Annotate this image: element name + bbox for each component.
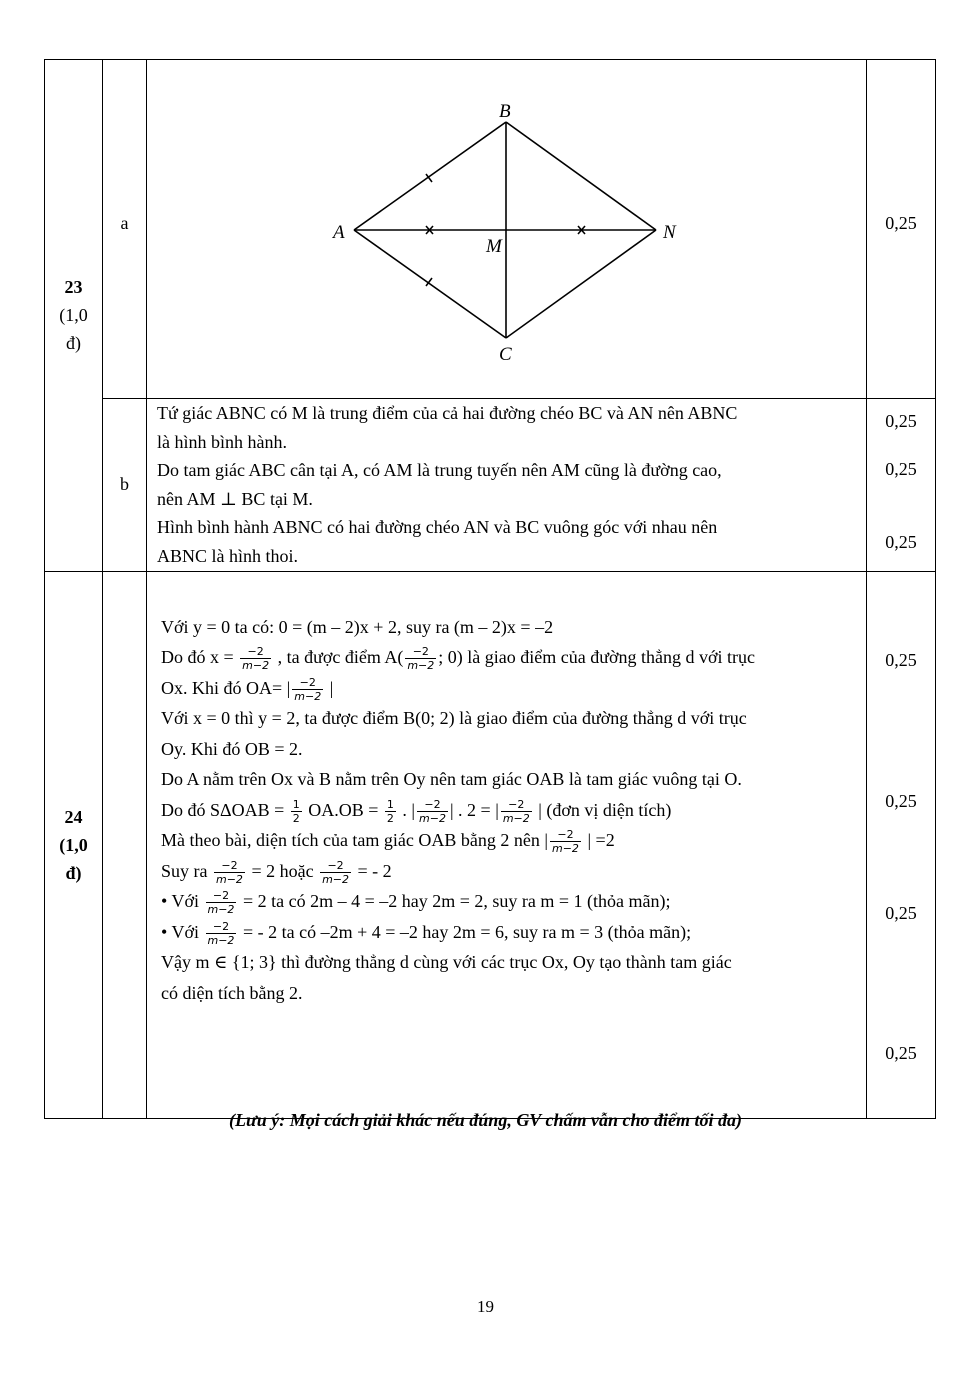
fraction: $\frac{-2}{m-2}$ [294,675,322,703]
q23-b-line: ABNC là hình thoi. [157,545,299,566]
q23-points-unit: đ) [66,333,81,354]
q24-points: (1,0 [59,834,88,855]
edge-BN [506,122,656,230]
q24-line-12: Vậy m ∈ {1; 3} thì đường thẳng d cùng với các trục Ox, Oy tạo thành tam giác [161,952,732,973]
edge-CA [354,230,506,338]
q24-line-6: Do A nằm trên Ox và B nằm trên Oy nên tam giác OAB là tam giác vuông tại O. [161,769,742,790]
q24-solution-cell [147,571,867,1118]
label-M: M [486,236,502,257]
label-B: B [499,101,511,122]
q23-row-a [45,60,936,399]
q24-score: 0,25 [885,902,917,923]
q23-number-cell [45,60,103,572]
q23-part-a-label: a [103,60,147,399]
grading-table [44,59,936,1119]
q23-part-b-label: b [103,399,147,572]
fraction: $\frac{-2}{m-2}$ [502,797,530,825]
edge-NC [506,230,656,338]
q24-line-8: Mà theo bài, diện tích của tam giác OAB bằng 2 nên | $\frac{-2}{m-2}$ | =2 [161,828,615,856]
fraction: $\frac{-2}{m-2}$ [207,889,235,917]
q24-part-cell [103,571,147,1118]
grading-note: (Lưu ý: Mọi cách giải khác nếu đúng, GV chấm vẫn cho điểm tối đa) [229,1110,742,1130]
label-A: A [333,222,345,243]
q24-line-9: Suy ra $\frac{-2}{m-2}$ = 2 hoặc $\frac{-2}{m-2}$ = - 2 [161,858,392,886]
q23-b-score: 0,25 [885,532,917,552]
q23-b-score: 0,25 [885,411,917,431]
q24-row [45,571,936,1118]
fraction: $\frac{-2}{m-2}$ [552,828,579,856]
fraction: $\frac{1}{2}$ [292,797,300,825]
q24-score: 0,25 [885,790,917,811]
q23-b-line: nên AM ⊥ BC tại M. [157,488,313,509]
q23-figure-cell [147,60,867,399]
q24-line-11: • Với $\frac{-2}{m-2}$ = - 2 ta có –2m + 4 = –2 hay 2m = 6, suy ra m = 3 (thỏa mãn); [161,919,692,947]
q24-scores-cell [867,571,936,1118]
q24-line-10: • Với $\frac{-2}{m-2}$ = 2 ta có 2m – 4 = –2 hay 2m = 2, suy ra m = 1 (thỏa mãn); [161,889,671,917]
fraction: $\frac{-2}{m-2}$ [419,797,446,825]
q24-line-5: Oy. Khi đó OB = 2. [161,738,303,759]
rhombus-figure [147,60,866,393]
q23-row-b [45,399,936,572]
q24-line-13: có diện tích bằng 2. [161,982,303,1003]
q23-number: 23 [64,277,83,298]
q23-points: (1,0 [59,305,88,326]
q24-score: 0,25 [885,1042,917,1063]
q23-b-text-cell [147,399,867,572]
page-number: 19 [477,1297,494,1316]
label-N: N [663,222,676,243]
q23-b-score: 0,25 [885,459,917,479]
fraction: $\frac{-2}{m-2}$ [322,858,350,886]
q24-line-2: Do đó x = $\frac{-2}{m-2}$ , ta được điểm A( $\frac{-2}{m-2}$ ; 0) là giao điểm của đường thẳng d với trục [161,645,755,673]
fraction: $\frac{1}{2}$ [386,797,394,825]
fraction: $\frac{-2}{m-2}$ [242,645,270,673]
q23-b-scores-cell [867,399,936,572]
label-C: C [499,344,512,365]
q24-line-4: Với x = 0 thì y = 2, ta được điểm B(0; 2) là giao điểm của đường thẳng d với trục [161,708,747,729]
fraction: $\frac{-2}{m-2}$ [407,645,435,673]
q23-a-score: 0,25 [867,60,936,399]
q24-points-unit: đ) [65,862,82,883]
q24-line-3: Ox. Khi đó OA= | $\frac{-2}{m-2}$ | [161,675,334,703]
q24-line-7: Do đó SΔOAB = $\frac{1}{2}$ OA.OB = $\frac{1}{2}$ . | $\frac{-2}{m-2}$ | . 2 = | $\frac{-2}{m-2}$ | (đơn vị diện tích) [161,797,672,825]
q24-line-1: Với y = 0 ta có: 0 = (m – 2)x + 2, suy ra (m – 2)x = –2 [161,616,554,637]
fraction: $\frac{-2}{m-2}$ [207,919,235,947]
q24-score: 0,25 [885,649,917,670]
edge-AB [354,122,506,230]
q24-number-cell [45,571,103,1118]
fraction: $\frac{-2}{m-2}$ [216,858,243,886]
q23-b-line: Hình bình hành ABNC có hai đường chéo AN và BC vuông góc với nhau nên [157,517,718,538]
q24-number: 24 [64,806,83,827]
q23-b-line: là hình bình hành. [157,431,287,452]
q23-b-line: Tứ giác ABNC có M là trung điểm của cả hai đường chéo BC và AN nên ABNC [157,403,738,423]
q23-b-line: Do tam giác ABC cân tại A, có AM là trung tuyến nên AM cũng là đường cao, [157,460,722,481]
